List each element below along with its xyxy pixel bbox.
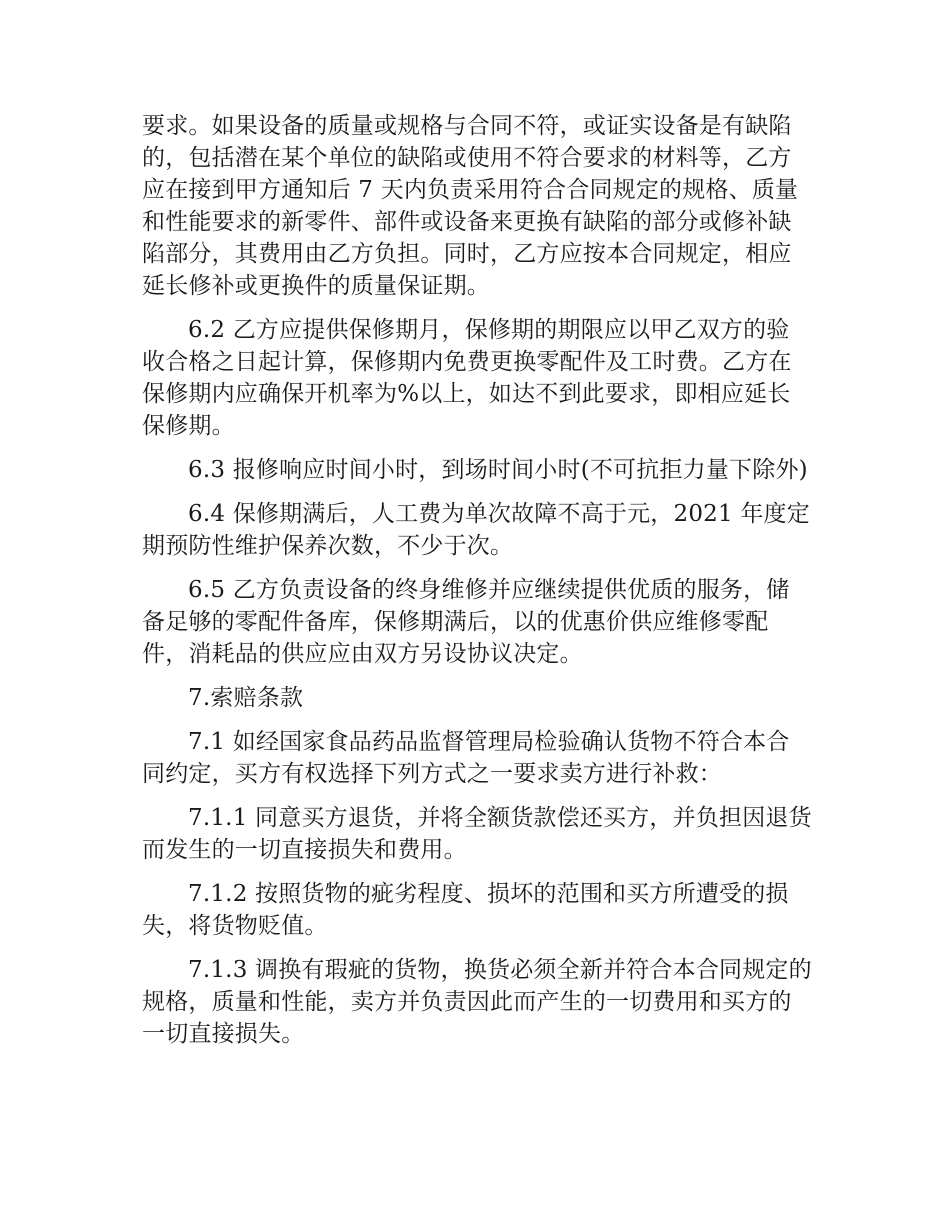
paragraph-7-1-1: 7.1.1 同意买方退货，并将全额货款偿还买方，并负担因退货而发生的一切直接损失和费用。 bbox=[142, 805, 812, 863]
paragraph-7-1: 7.1 如经国家食品药品监督管理局检验确认货物不符合本合同约定，买方有权选择下列方式之一要求卖方进行补救： bbox=[142, 729, 790, 787]
paragraph-6-5: 6.5 乙方负责设备的终身维修并应继续提供优质的服务，储备足够的零配件备库，保修期满后，以的优惠价供应维修零配件，消耗品的供应应由双方另设协议决定。 bbox=[142, 577, 790, 667]
paragraph-6-3: 6.3 报修响应时间小时，到场时间小时(不可抗拒力量下除外) bbox=[188, 457, 808, 483]
paragraph-6-4: 6.4 保修期满后，人工费为单次故障不高于元，2021 年度定期预防性维护保养次数，不少于次。 bbox=[142, 501, 810, 559]
document-body bbox=[142, 110, 812, 1062]
paragraph-7-1-3: 7.1.3 调换有瑕疵的货物，换货必须全新并符合本合同规定的规格，质量和性能，卖方并负责因此而产生的一切费用和买方的一切直接损失。 bbox=[142, 957, 812, 1047]
paragraph-7-1-2: 7.1.2 按照货物的疵劣程度、损坏的范围和买方所遭受的损失，将货物贬值。 bbox=[142, 881, 789, 939]
section-heading-7: 7.索赔条款 bbox=[188, 685, 304, 711]
paragraph-warranty-defects: 要求。如果设备的质量或规格与合同不符，或证实设备是有缺陷的，包括潜在某个单位的缺陷或使用不符合要求的材料等，乙方应在接到甲方通知后 7 天内负责采用符合合同规定的规格、质量和性能要求的新零件、部件或设备来更换有缺陷的部分或修补缺陷部分，其费用由乙方负担。同时，乙方应按本合同规定，相应延长修补或更换件的质量保证期。 bbox=[142, 113, 799, 299]
paragraph-6-2: 6.2 乙方应提供保修期月，保修期的期限应以甲乙双方的验收合格之日起计算，保修期内免费更换零配件及工时费。乙方在保修期内应确保开机率为%以上，如达不到此要求，即相应延长保修期。 bbox=[142, 317, 792, 439]
